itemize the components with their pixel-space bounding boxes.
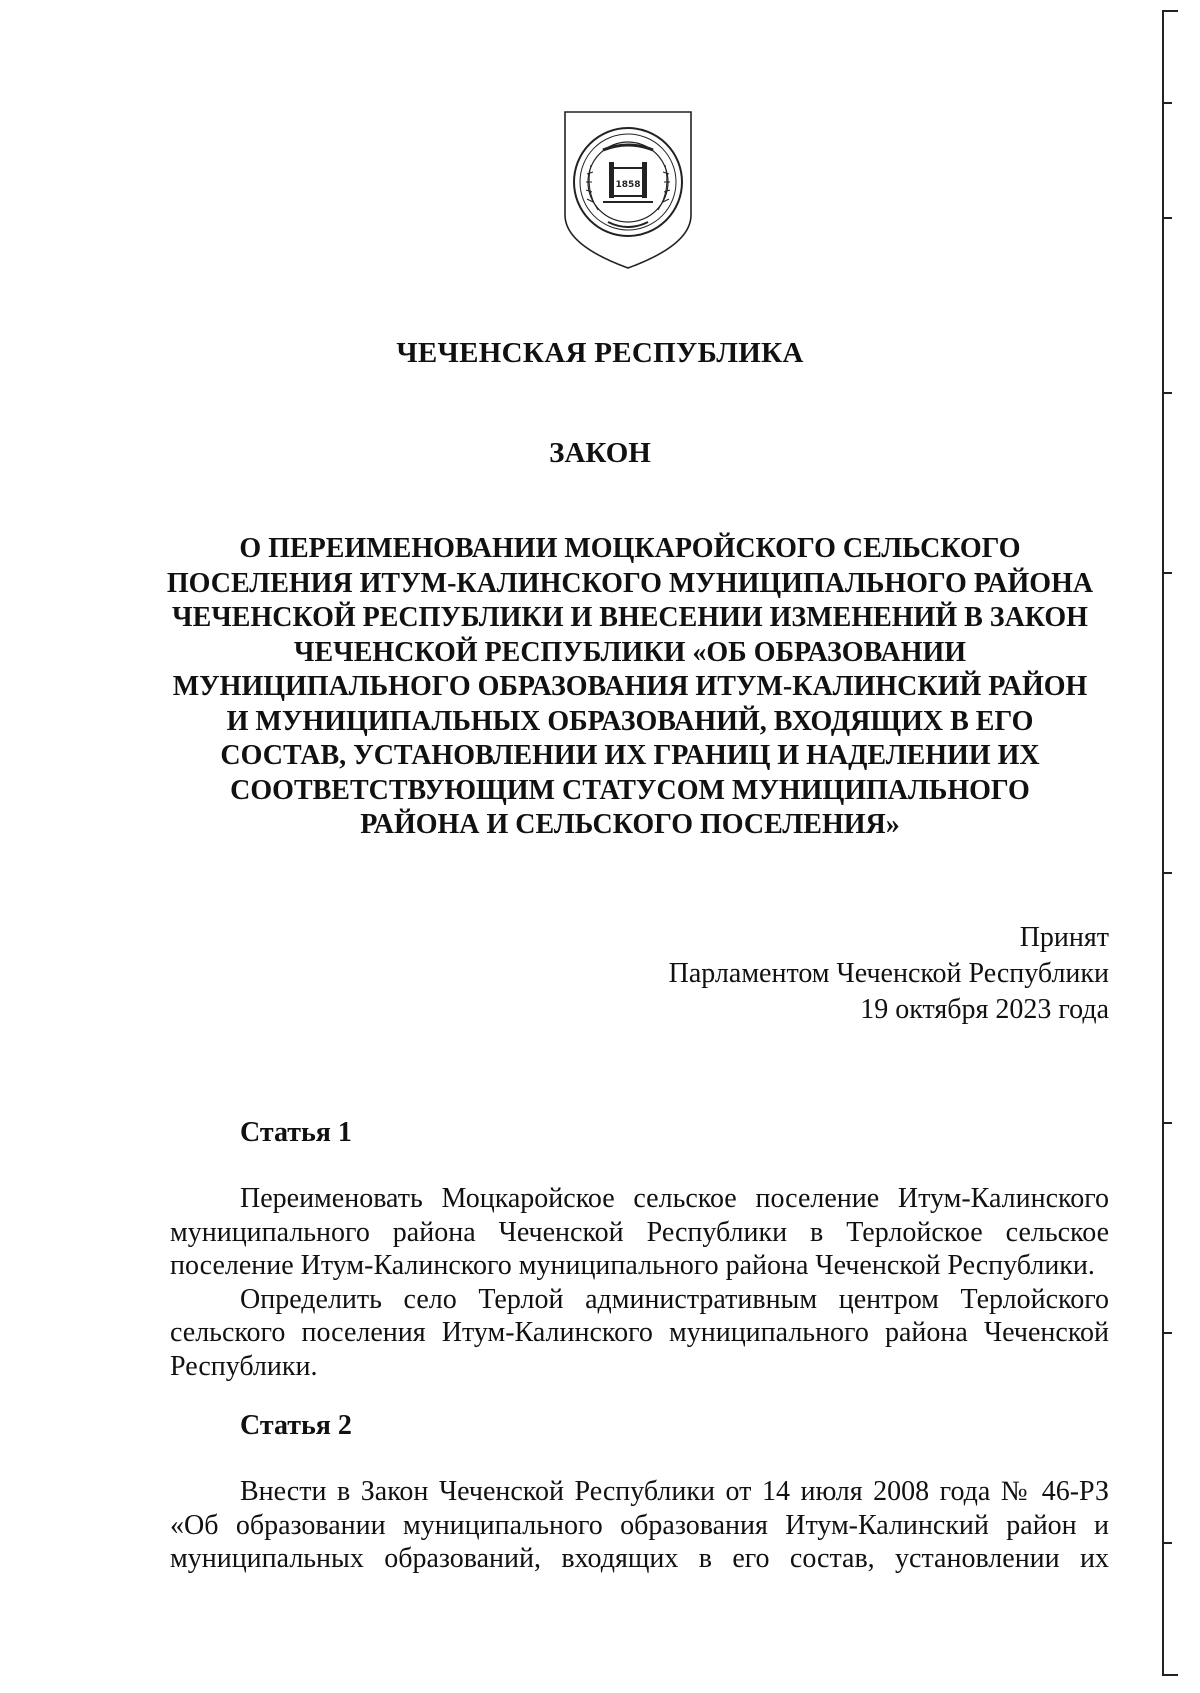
law-title-line: ПОСЕЛЕНИЯ ИТУМ-КАЛИНСКОГО МУНИЦИПАЛЬНОГО РАЙОНА — [166, 567, 1094, 599]
article-2-body — [170, 1475, 1109, 1576]
article-paragraph: Внести в Закон Чеченской Республики от 14 июля 2008 года № 46-РЗ «Об образовании муниципального образования Итум-Калинский район и муниципальных образований, входящих в его состав, установлении их — [170, 1476, 1109, 1574]
law-title-line: РАЙОНА И СЕЛЬСКОГО ПОСЕЛЕНИЯ» — [360, 809, 900, 840]
coat-of-arms-emblem — [563, 110, 693, 270]
law-title-line: И МУНИЦИПАЛЬНЫХ ОБРАЗОВАНИЙ, ВХОДЯЩИХ В ЕГО — [226, 705, 1034, 737]
law-title-line: ЧЕЧЕНСКОЙ РЕСПУБЛИКИ «ОБ ОБРАЗОВАНИИ — [293, 636, 967, 668]
law-title-line: СООТВЕТСТВУЮЩИМ СТАТУСОМ МУНИЦИПАЛЬНОГО — [230, 774, 1030, 806]
article-paragraph: Переименовать Моцкаройское сельское поселение Итум-Калинского муниципального района Чеченской Республики в Терлойское сельское поселение Итум-Калинского муниципального района Чеченской Республики. — [170, 1183, 1109, 1281]
scan-border — [1162, 10, 1178, 1676]
law-title — [150, 532, 1110, 843]
adopted-by: Парламентом Чеченской Республики — [668, 958, 1109, 989]
document-type-heading: ЗАКОН — [549, 437, 651, 469]
law-title-line: ЧЕЧЕНСКОЙ РЕСПУБЛИКИ И ВНЕСЕНИИ ИЗМЕНЕНИЙ В ЗАКОН — [172, 602, 1088, 633]
article-2-heading: Статья 2 — [240, 1410, 352, 1441]
law-title-line: СОСТАВ, УСТАНОВЛЕНИИ ИХ ГРАНИЦ И НАДЕЛЕНИИ ИХ — [220, 740, 1040, 771]
adopted-date: 19 октября 2023 года — [860, 994, 1109, 1025]
article-1-body — [170, 1182, 1109, 1383]
article-1-heading: Статья 1 — [240, 1117, 352, 1148]
article-paragraph: Определить село Терлой административным центром Терлойского сельского поселения Итум-Калинского муниципального района Чеченской Республики. — [170, 1283, 1109, 1382]
emblem-year-label: 1858 — [615, 180, 641, 190]
law-title-line: МУНИЦИПАЛЬНОГО ОБРАЗОВАНИЯ ИТУМ-КАЛИНСКИЙ РАЙОН — [172, 671, 1088, 702]
republic-heading: ЧЕЧЕНСКАЯ РЕСПУБЛИКА — [396, 337, 804, 369]
law-title-line: О ПЕРЕИМЕНОВАНИИ МОЦКАРОЙСКОГО СЕЛЬСКОГО — [239, 533, 1021, 564]
adoption-block — [669, 920, 1109, 1028]
adopted-label: Принят — [1019, 922, 1109, 953]
